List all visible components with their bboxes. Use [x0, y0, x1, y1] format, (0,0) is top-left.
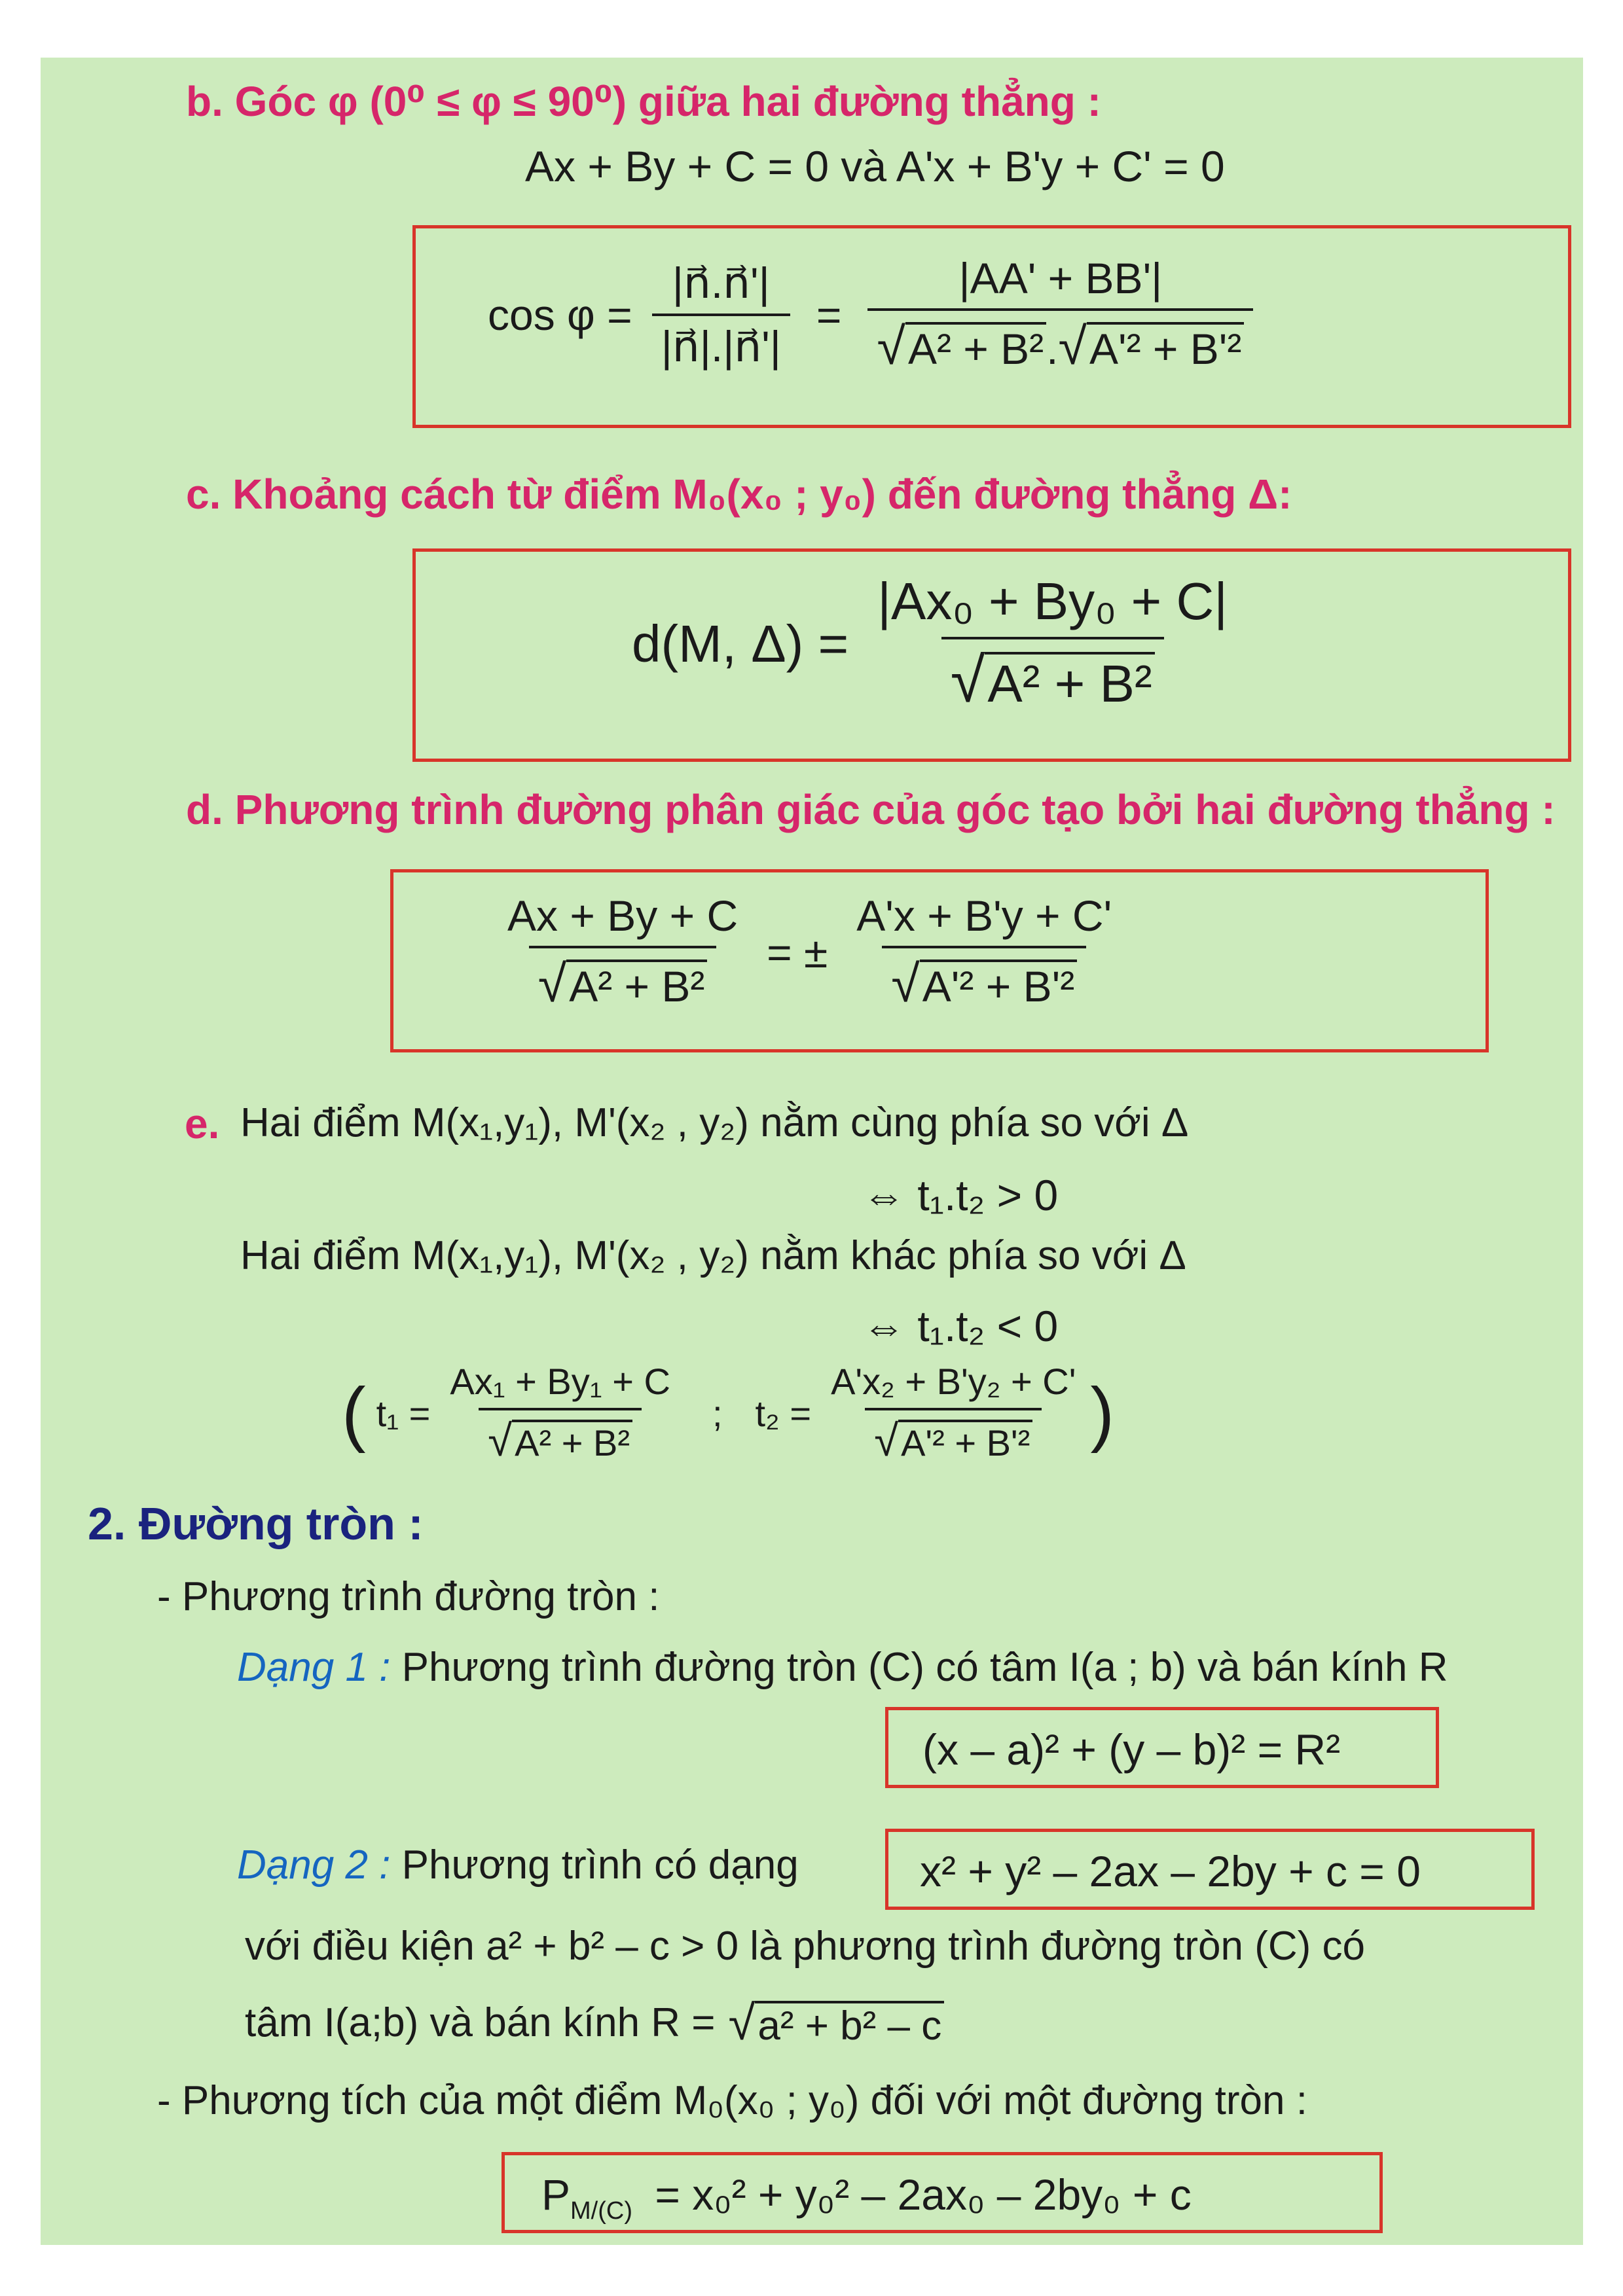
- distance-formula-box: [412, 548, 1571, 762]
- opposite-side-line: Hai điểm M(x₁,y₁), M'(x₂ , y₂) nằm khác phía so với Δ: [240, 1233, 1186, 1278]
- cos-fraction-coeffs: [867, 253, 1253, 376]
- lines-equation: Ax + By + C = 0 và A'x + B'y + C' = 0: [525, 142, 1225, 190]
- t1-label: t₁ =: [376, 1392, 431, 1434]
- cos-lhs: cos φ =: [488, 291, 632, 339]
- equals-sign: =: [816, 291, 842, 339]
- t2-label: t₂ =: [755, 1392, 812, 1434]
- form1-equation: (x – a)² + (y – b)² = R²: [922, 1725, 1341, 1774]
- separator: ;: [712, 1392, 723, 1434]
- radius-sqrt: √a² + b² – c: [729, 1995, 945, 2051]
- same-side-condition: ⇔ t₁.t₂ > 0: [862, 1171, 1059, 1219]
- heading-d: d. Phương trình đường phân giác của góc tạo bởi hai đường thẳng :: [186, 786, 1556, 833]
- form1-line: [237, 1644, 1448, 1691]
- circle-equation-intro: - Phương trình đường tròn :: [157, 1574, 660, 1619]
- sqrt-a: √A² + B²: [877, 316, 1046, 376]
- bisector-formula-box: [390, 869, 1489, 1052]
- center-radius-line: [245, 1995, 944, 2051]
- frac1-numerator: |n⃗.n⃗'|: [672, 259, 770, 307]
- power-intro: - Phương tích của một điểm M₀(x₀ ; y₀) đối với một đường tròn :: [157, 2078, 1307, 2123]
- form2-equation: x² + y² – 2ax – 2by + c = 0: [920, 1847, 1421, 1895]
- distance-numerator: |Ax₀ + By₀ + C|: [877, 572, 1228, 630]
- bisector-fraction-2: $\frac{A'x + B'y + C'}{\text{√A'² + B'²}}$: [856, 891, 1112, 1013]
- content-panel: [41, 58, 1583, 2245]
- frac2-numerator: |AA' + BB'|: [958, 254, 1163, 302]
- form2-text: Phương trình có dạng: [401, 1842, 799, 1888]
- distance-fraction: [868, 571, 1237, 717]
- bisector-fraction-1: $\frac{Ax + By + C}{\text{√A² + B²}}$: [507, 891, 739, 1013]
- heading-circle: 2. Đường tròn :: [88, 1498, 424, 1549]
- t2-fraction: $\frac{\text{A'x₂ + B'y₂ + C'}}{\text{√A'² + B'²}}$: [831, 1361, 1076, 1465]
- condition-line: với điều kiện a² + b² – c > 0 là phương trình đường tròn (C) có: [245, 1924, 1366, 1969]
- heading-b: b. Góc φ (0⁰ ≤ φ ≤ 90⁰) giữa hai đường thẳng :: [186, 78, 1101, 125]
- bisector-formula: [498, 891, 1121, 1014]
- cos-fraction-vectors: [652, 258, 790, 372]
- cosine-formula-box: [412, 225, 1571, 428]
- heading-c: c. Khoảng cách từ điểm M₀(x₀ ; y₀) đến đường thẳng Δ:: [186, 471, 1292, 518]
- t-definitions: ( t₁ = $\frac{\text{Ax₁ + By₁ + C}}{\text{√A² + B²}}$ ; t₂ = $\frac{\text{A'x₂ + B'y₂ + C'}}{\text{√A'² + B'²}}$ ): [342, 1361, 1115, 1465]
- same-side-line: Hai điểm M(x₁,y₁), M'(x₂ , y₂) nằm cùng phía so với Δ: [240, 1100, 1189, 1145]
- sqrt-b: √A'² + B'²: [1059, 316, 1245, 376]
- frac2-denominator: √A² + B².√A'² + B'²: [867, 308, 1253, 376]
- opposite-side-condition: ⇔ t₁.t₂ < 0: [862, 1302, 1059, 1350]
- label-e: e.: [185, 1100, 220, 1147]
- form1-box: [885, 1707, 1439, 1788]
- distance-lhs: d(M, Δ) =: [632, 615, 849, 673]
- form2-label: Dạng 2 :: [237, 1842, 391, 1888]
- distance-formula: [632, 571, 1237, 717]
- form2-box: [885, 1829, 1535, 1910]
- power-subscript: M/(C): [570, 2197, 632, 2225]
- form1-label: Dạng 1 :: [237, 1645, 391, 1690]
- power-box: [501, 2152, 1383, 2233]
- center-text: tâm I(a;b) và bán kính R =: [245, 2000, 716, 2045]
- t1-fraction: $\frac{\text{Ax₁ + By₁ + C}}{\text{√A² + B²}}$: [450, 1361, 670, 1465]
- power-p: P: [541, 2170, 571, 2219]
- form2-line: [237, 1842, 799, 1888]
- distance-denominator: √A² + B²: [941, 637, 1164, 717]
- plus-minus: = ±: [767, 928, 828, 977]
- power-equation: [541, 2170, 1192, 2225]
- power-rhs: = x₀² + y₀² – 2ax₀ – 2by₀ + c: [655, 2170, 1192, 2219]
- form1-text: Phương trình đường tròn (C) có tâm I(a ; b) và bán kính R: [401, 1645, 1448, 1690]
- frac1-denominator: |n⃗|.|n⃗'|: [652, 314, 790, 372]
- cosine-formula: [488, 253, 1253, 376]
